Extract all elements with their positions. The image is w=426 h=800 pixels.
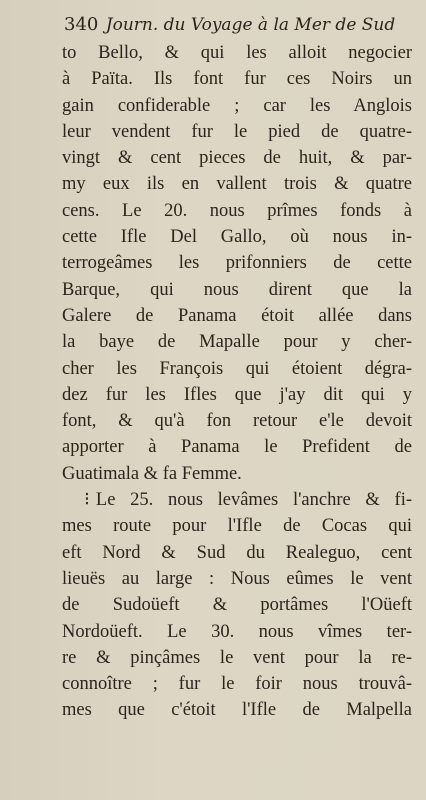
text-line: my eux ils en vallent trois & quatre [62, 174, 412, 195]
text-line: lieuës au large : Nous eûmes le vent [62, 568, 412, 589]
text-line: re & pinçâmes le vent pour la re- [62, 647, 412, 668]
paragraph-mark: ⁝ [84, 490, 90, 511]
text-line: mes route pour l'Ifle de Cocas qui [62, 516, 412, 537]
text-line: cette Ifle Del Gallo, où nous in- [62, 227, 412, 248]
text-line: mes que c'étoit l'Ifle de Malpella [62, 700, 412, 721]
text-line: eft Nord & Sud du Realeguo, cent [62, 542, 412, 563]
text-line: dez fur les Ifles que j'ay dit qui y [62, 384, 412, 405]
text-line: à Païta. Ils font fur ces Noirs un [62, 69, 412, 90]
text-line: de Sudoüeft & portâmes l'Oüeft [62, 595, 412, 616]
text-line: Le 25. nous levâmes l'anchre & fi- [95, 490, 412, 511]
text-line: gain confiderable ; car les Anglois [62, 95, 412, 116]
paragraph-start-line [62, 487, 412, 513]
text-line: Galere de Panama étoit allée dans [62, 305, 412, 326]
page-header [64, 14, 414, 35]
text-line: leur vendent fur le pied de quatre- [62, 121, 412, 142]
text-line: to Bello, & qui les alloit negocier [62, 43, 412, 63]
text-line: cher les François qui étoient dégra- [62, 358, 412, 379]
body-text [62, 40, 412, 724]
text-line: vingt & cent pieces de huit, & par- [62, 148, 412, 169]
text-line: la baye de Mapalle pour y cher- [62, 332, 412, 353]
text-line: font, & qu'à fon retour e'le devoit [62, 411, 412, 432]
text-line: apporter à Panama le Prefident de [62, 437, 412, 458]
text-line: connoître ; fur le foir nous trouvâ- [62, 674, 412, 695]
text-line: terrogeâmes les prifonniers de cette [62, 253, 412, 274]
page-number: 340 [64, 14, 99, 35]
text-line: Barque, qui nous dirent que la [62, 279, 412, 300]
running-title: Journ. du Voyage à la Mer de Sud [105, 15, 396, 35]
text-line: Nordoüeft. Le 30. nous vîmes ter- [62, 621, 412, 642]
text-line: cens. Le 20. nous prîmes fonds à [62, 200, 412, 221]
text-line: Guatimala & fa Femme. [62, 463, 242, 484]
